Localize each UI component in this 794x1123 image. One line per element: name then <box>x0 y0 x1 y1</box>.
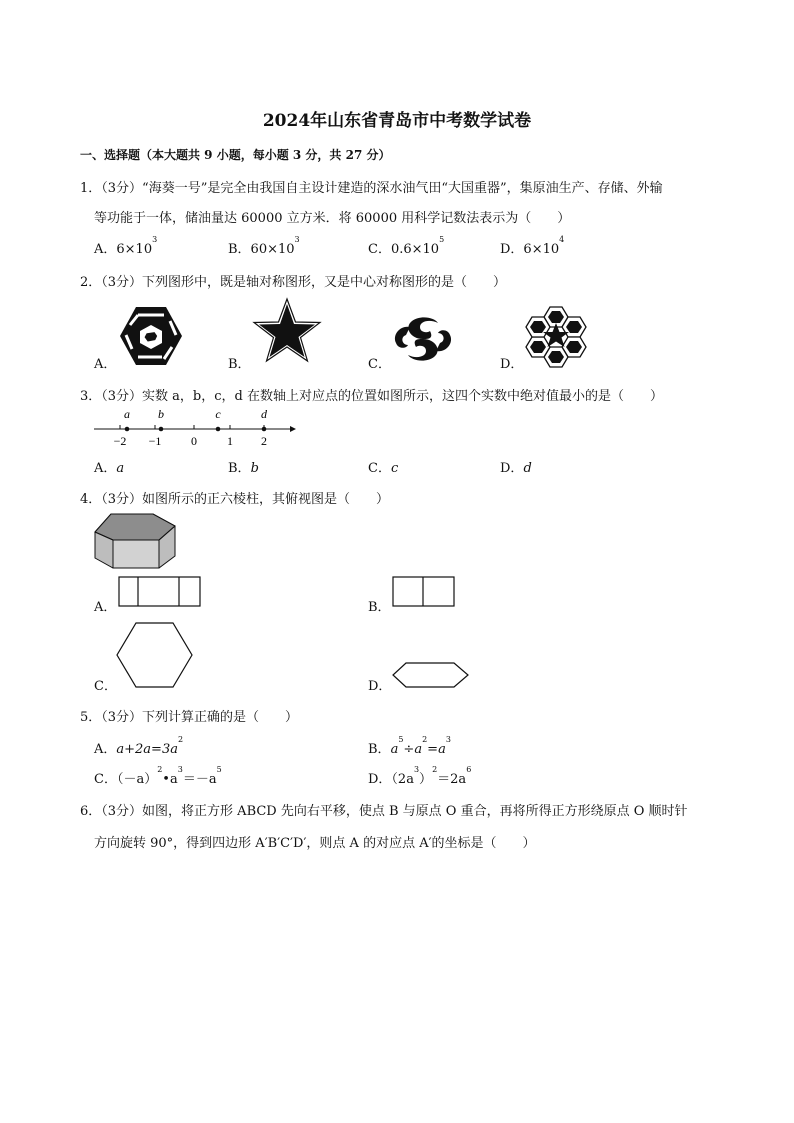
q5-option-d[interactable] <box>368 765 472 787</box>
q5-c-mid2: ＝－a <box>182 772 217 787</box>
q5-option-a[interactable] <box>94 735 184 757</box>
three-rectangles-figure <box>118 576 202 608</box>
tick-label: 0 <box>191 434 197 448</box>
q4-option-a-label[interactable]: A． <box>94 600 117 615</box>
q5-d-mid: ） <box>419 772 433 787</box>
q3-c-pre: C． <box>368 461 391 476</box>
regular-hexagon-figure <box>116 622 194 688</box>
q1-b-text: B．60×10 <box>228 242 295 257</box>
q1-option-a[interactable] <box>94 235 158 257</box>
q5-c-mid: •a <box>162 772 178 787</box>
q5-c-pre: C．（－a） <box>94 772 158 787</box>
q3-option-b[interactable] <box>228 457 259 476</box>
q5-d-e1: 3 <box>413 765 420 774</box>
q1-a-text: A．6×10 <box>94 242 153 257</box>
q1-d-text: D．6×10 <box>500 242 560 257</box>
number-line-figure <box>90 406 300 450</box>
q3-a-var: a <box>116 461 125 476</box>
tick-label: 2 <box>261 434 267 448</box>
q2-text: 2．（3分）下列图形中，既是轴对称图形，又是中心对称图形的是（ ） <box>80 275 507 290</box>
q3-b-pre: B． <box>228 461 251 476</box>
q5-option-c[interactable] <box>94 765 222 787</box>
exam-title: 2024年山东省青岛市中考数学试卷 <box>262 111 532 131</box>
swirl-figure <box>390 313 456 365</box>
q3-option-d[interactable] <box>500 457 532 476</box>
point-label-b: b <box>158 407 164 421</box>
hexagon-spiral-figure <box>118 305 184 367</box>
q1-text-line1: 1．（3分）“海葵一号”是完全由我国自主设计建造的深水油气田“大国重器”，集原油生产、存储、外输 <box>80 181 663 196</box>
q3-option-a[interactable] <box>94 457 124 476</box>
q4-option-b-label[interactable]: B． <box>368 600 391 615</box>
q3-d-var: d <box>523 461 532 476</box>
flat-hexagon-figure <box>392 661 470 689</box>
q5-d-e2: 2 <box>432 765 438 774</box>
q5-b-e3: 3 <box>445 735 451 744</box>
two-rectangles-figure <box>392 576 456 608</box>
tick-label: 1 <box>227 434 233 448</box>
q4-option-c-label[interactable]: C． <box>94 679 117 694</box>
q3-text: 3．（3分）实数 a，b，c，d 在数轴上对应点的位置如图所示，这四个实数中绝对值最小的是（ ） <box>80 389 663 404</box>
q1-a-exp: 3 <box>152 235 158 244</box>
q5-a-exp: 2 <box>177 735 184 744</box>
q3-d-pre: D． <box>500 461 524 476</box>
tick-label: −2 <box>113 434 127 448</box>
q1-c-exp: 5 <box>439 235 445 244</box>
q4-option-d-label[interactable]: D． <box>368 679 392 694</box>
hexagonal-prism-figure <box>93 512 179 570</box>
q5-b-mid2: =a <box>427 742 446 757</box>
section-heading: 一、选择题（本大题共 9 小题，每小题 3 分，共 27 分） <box>80 148 391 162</box>
q1-option-b[interactable] <box>228 235 300 257</box>
point-label-a: a <box>124 407 130 421</box>
point-label-d: d <box>261 407 267 421</box>
q3-option-c[interactable] <box>368 457 398 476</box>
q5-b-e2: 2 <box>422 735 428 744</box>
q1-c-text: C．0.6×10 <box>368 242 440 257</box>
q5-b-v1: a <box>390 742 399 757</box>
q5-d-e3: 6 <box>466 765 472 774</box>
q2-option-a-label[interactable]: A． <box>94 357 117 372</box>
q5-d-pre: D．（2a <box>368 772 414 787</box>
q5-c-e3: 5 <box>216 765 222 774</box>
q2-option-b-label[interactable]: B． <box>228 357 251 372</box>
q3-a-pre: A． <box>94 461 117 476</box>
q5-b-mid: ÷a <box>403 742 423 757</box>
q6-text-line1: 6．（3分）如图，将正方形 ABCD 先向右平移，使点 B 与原点 O 重合，再将所得正方形绕原点 O 顺时针 <box>80 804 688 819</box>
q5-b-e1: 5 <box>398 735 404 744</box>
point-label-c: c <box>215 407 221 421</box>
q2-option-c-label[interactable]: C． <box>368 357 391 372</box>
q1-b-exp: 3 <box>294 235 300 244</box>
q4-text: 4．（3分）如图所示的正六棱柱，其俯视图是（ ） <box>80 492 390 507</box>
five-point-star-figure <box>252 298 322 364</box>
q2-option-d-label[interactable]: D． <box>500 357 524 372</box>
q5-option-b[interactable] <box>368 735 451 757</box>
hexagon-flower-figure <box>524 305 588 369</box>
q5-c-e1: 2 <box>157 765 163 774</box>
q3-c-var: c <box>390 461 399 476</box>
q5-d-mid2: ＝2a <box>437 772 467 787</box>
q6-text-line2: 方向旋转 90°，得到四边形 A′B′C′D′，则点 A 的对应点 A′的坐标是（ ） <box>94 836 536 851</box>
q1-d-exp: 4 <box>559 235 565 244</box>
q1-option-c[interactable] <box>368 235 445 257</box>
q5-c-e2: 3 <box>177 765 183 774</box>
tick-label: −1 <box>148 434 162 448</box>
q5-a-body: a+2a=3a <box>116 742 178 757</box>
q1-text-line2: 等功能于一体，储油量达 60000 立方米．将 60000 用科学记数法表示为（ ） <box>94 211 571 226</box>
q5-b-pre: B． <box>368 742 391 757</box>
q3-b-var: b <box>250 461 259 476</box>
q5-a-pre: A． <box>94 742 117 757</box>
q1-option-d[interactable] <box>500 235 565 257</box>
q5-text: 5．（3分）下列计算正确的是（ ） <box>80 710 299 725</box>
